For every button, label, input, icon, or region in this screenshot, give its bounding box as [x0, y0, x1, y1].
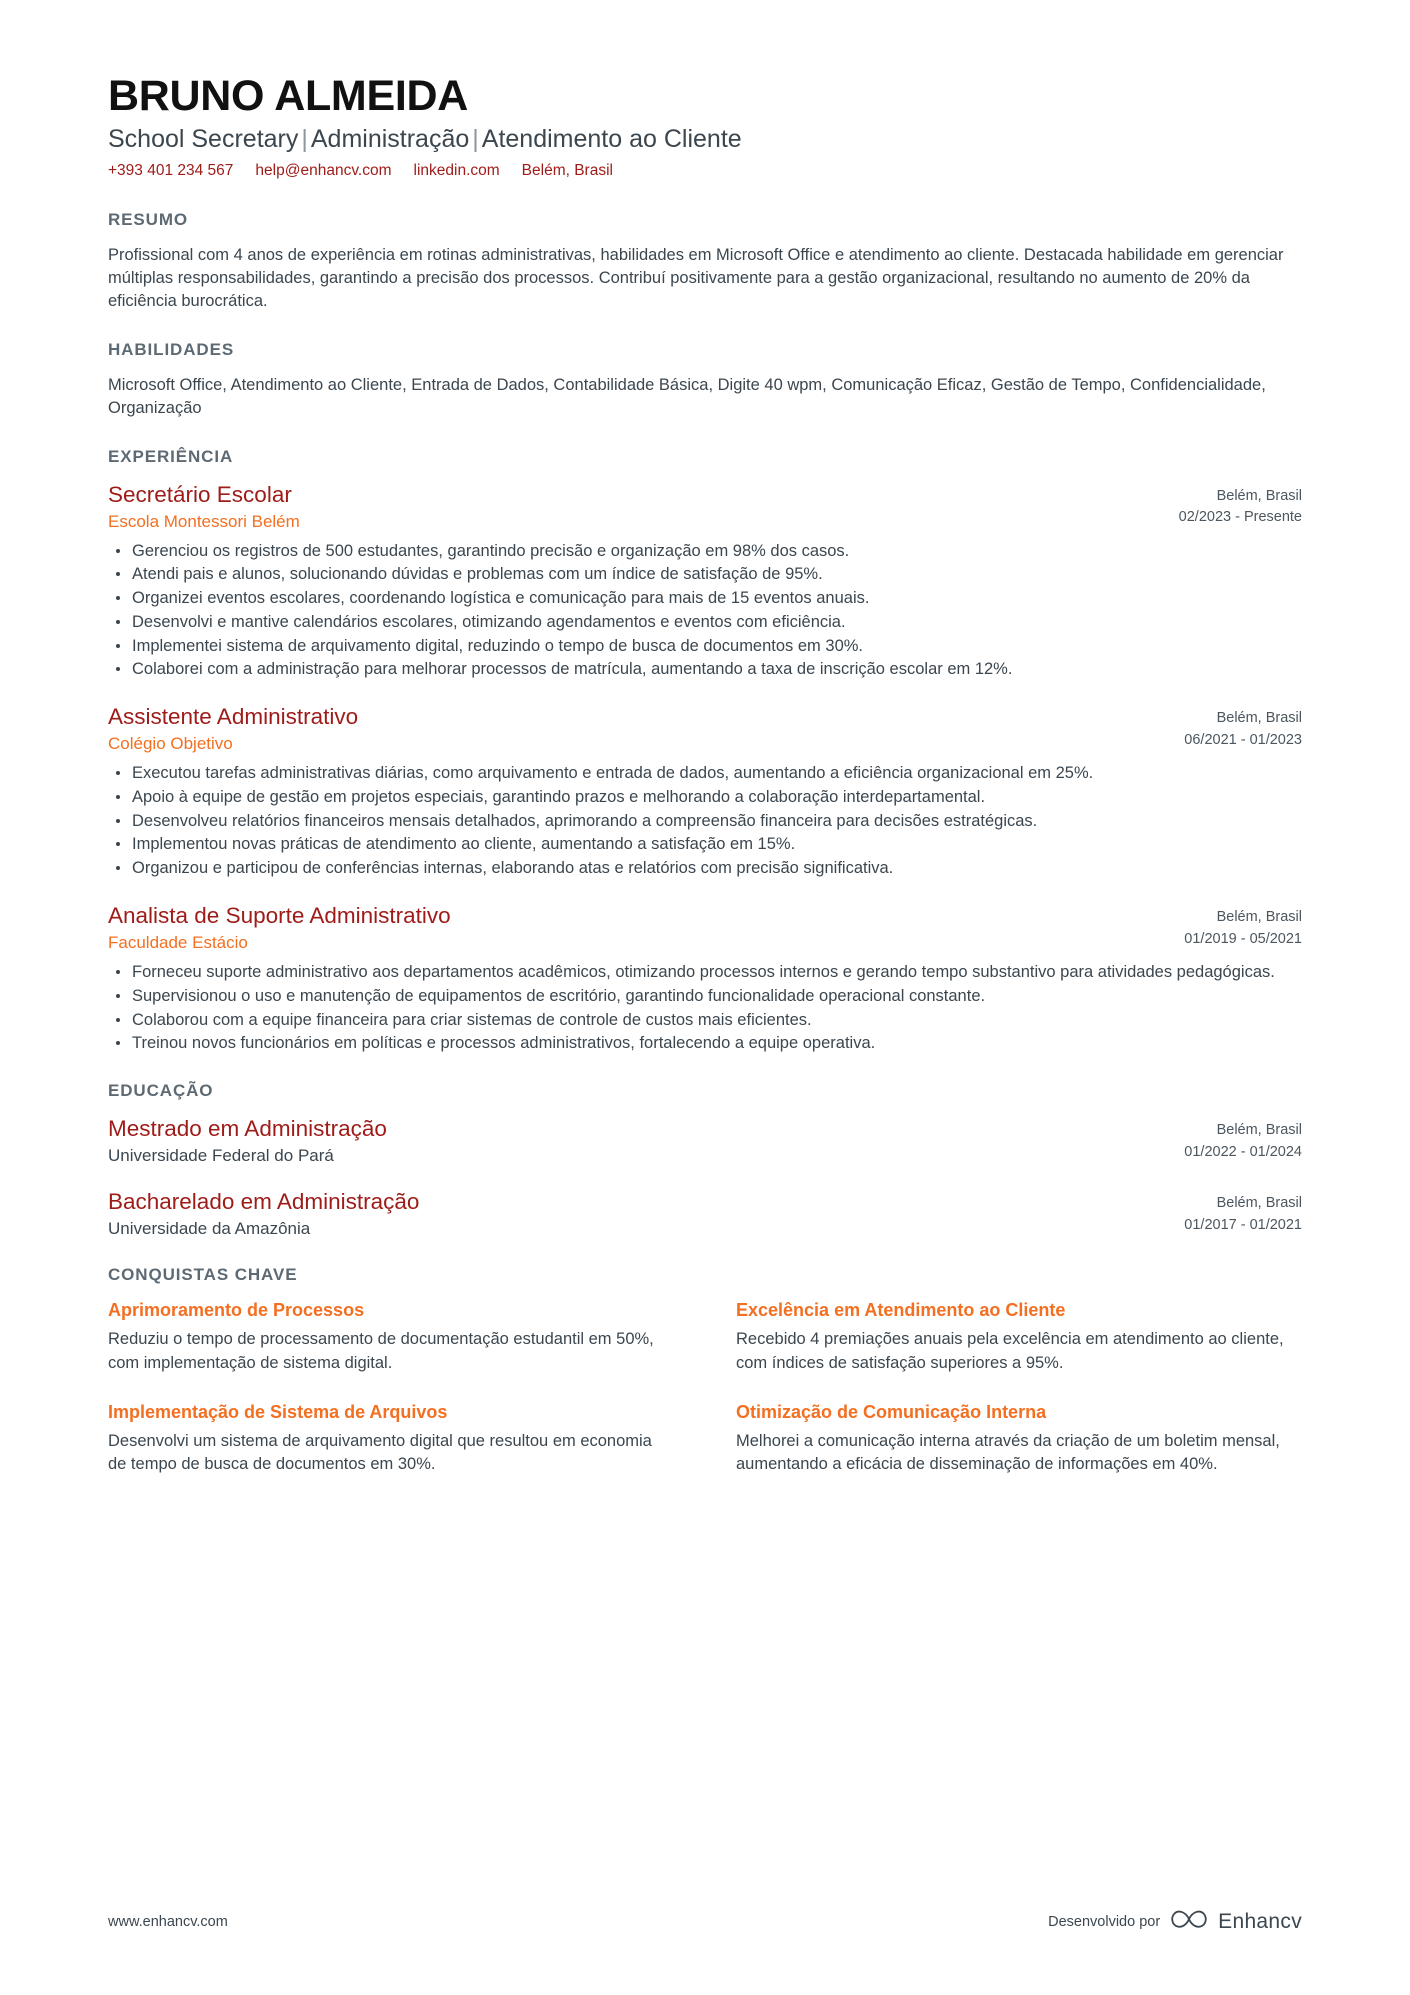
education-dates: 01/2017 - 01/2021 [1184, 1216, 1302, 1233]
education-entry-main [108, 1115, 1160, 1166]
achievement-item [736, 1299, 1302, 1375]
page-footer [108, 1908, 1302, 1935]
footer-brand-name: Enhancv [1218, 1909, 1302, 1933]
headline-separator: | [301, 125, 308, 154]
job-title: Assistente Administrativo [108, 704, 359, 730]
experience-entry-main [108, 703, 1160, 754]
job-bullet: Desenvolvi e mantive calendários escolares, otimizando agendamentos e eventos com eficiência. [108, 611, 1302, 634]
headline-part: Administração [310, 125, 470, 154]
job-bullet: Supervisionou o uso e manutenção de equipamentos de escritório, garantindo funcionalidade operacional constante. [108, 985, 1302, 1008]
institution-name: Universidade da Amazônia [108, 1218, 311, 1238]
job-dates: 02/2023 - Presente [1178, 509, 1302, 526]
job-location: Belém, Brasil [1216, 710, 1302, 727]
candidate-headline [108, 124, 1302, 155]
experience-entry-main [108, 902, 1160, 953]
headline-part: School Secretary [108, 125, 299, 154]
achievement-description: Reduziu o tempo de processamento de documentação estudantil em 50%, com implementação de sistema digital. [108, 1330, 654, 1372]
job-dates: 06/2021 - 01/2023 [1184, 731, 1302, 748]
experience-entry-meta [1184, 703, 1302, 752]
section-skills [108, 340, 1302, 421]
section-experience [108, 447, 1302, 1055]
job-bullet: Treinou novos funcionários em políticas e processos administrativos, fortalecendo a equipe operativa. [108, 1032, 1302, 1055]
section-title-achievements: CONQUISTAS CHAVE [108, 1264, 298, 1284]
enhancv-logo-icon [1169, 1908, 1209, 1935]
experience-entry-meta [1184, 902, 1302, 951]
job-bullet: Desenvolveu relatórios financeiros mensais detalhados, aprimorando a compreensão financeira para decisões estratégicas. [108, 810, 1302, 833]
contact-location[interactable]: Belém, Brasil [521, 162, 613, 180]
achievement-title: Implementação de Sistema de Arquivos [108, 1401, 448, 1422]
experience-entry-header [108, 902, 1302, 953]
job-bullet: Forneceu suporte administrativo aos departamentos acadêmicos, otimizando processos internos e gerando tempo substantivo para atividades pedagógicas. [108, 961, 1302, 984]
achievement-title: Excelência em Atendimento ao Cliente [736, 1299, 1066, 1320]
job-bullet: Colaborou com a equipe financeira para criar sistemas de controle de custos mais eficientes. [108, 1009, 1302, 1032]
resume-header [108, 72, 1302, 182]
contact-row [108, 161, 1302, 181]
section-title-summary: RESUMO [108, 209, 189, 229]
education-entry [108, 1188, 1302, 1239]
achievements-grid [108, 1299, 1302, 1476]
job-bullet: Atendi pais e alunos, solucionando dúvidas e problemas com um índice de satisfação de 95%. [108, 563, 1302, 586]
job-dates: 01/2019 - 05/2021 [1184, 930, 1302, 947]
education-entry-header [108, 1188, 1302, 1239]
section-education [108, 1081, 1302, 1239]
achievement-item [736, 1401, 1302, 1477]
education-location: Belém, Brasil [1216, 1122, 1302, 1139]
education-entry [108, 1115, 1302, 1166]
candidate-name: BRUNO ALMEIDA [108, 72, 468, 120]
achievement-description: Recebido 4 premiações anuais pela excelência em atendimento ao cliente, com índices de satisfação superiores a 95%. [736, 1330, 1284, 1372]
skills-text: Microsoft Office, Atendimento ao Cliente, Entrada de Dados, Contabilidade Básica, Digite 40 wpm, Comunicação Eficaz, Gestão de Tempo, Confidencialidade, Organização [108, 375, 1266, 418]
job-bullet-list [108, 961, 1302, 1055]
institution-name: Universidade Federal do Pará [108, 1145, 334, 1165]
experience-entry-meta [1179, 481, 1302, 530]
section-achievements [108, 1265, 1302, 1476]
experience-entry-header [108, 703, 1302, 754]
degree-title: Bacharelado em Administração [108, 1189, 420, 1215]
achievement-title: Otimização de Comunicação Interna [736, 1401, 1047, 1422]
job-bullet: Colaborei com a administração para melhorar processos de matrícula, aumentando a taxa de inscrição escolar em 12%. [108, 658, 1302, 681]
contact-email[interactable]: help@enhancv.com [255, 162, 392, 180]
job-bullet: Executou tarefas administrativas diárias, como arquivamento e entrada de dados, aumentando a eficiência organizacional em 25%. [108, 762, 1302, 785]
education-dates: 01/2022 - 01/2024 [1184, 1143, 1302, 1160]
job-title: Analista de Suporte Administrativo [108, 903, 451, 929]
experience-entry [108, 902, 1302, 1055]
experience-entry [108, 481, 1302, 682]
education-list [108, 1115, 1302, 1239]
footer-brand [1048, 1908, 1302, 1935]
employer-name: Escola Montessori Belém [108, 511, 300, 531]
job-bullet-list [108, 762, 1302, 880]
section-title-education: EDUCAÇÃO [108, 1081, 214, 1101]
achievement-title: Aprimoramento de Processos [108, 1299, 365, 1320]
footer-website-url[interactable]: www.enhancv.com [108, 1913, 228, 1930]
achievement-description: Melhorei a comunicação interna através da criação de um boletim mensal, aumentando a eficácia de disseminação de informações em 40%. [736, 1432, 1280, 1474]
education-entry-header [108, 1115, 1302, 1166]
job-location: Belém, Brasil [1216, 487, 1302, 504]
job-title: Secretário Escolar [108, 481, 292, 507]
education-entry-main [108, 1188, 1160, 1239]
footer-credit-label: Desenvolvido por [1048, 1913, 1161, 1930]
achievement-item [108, 1299, 674, 1375]
job-bullet: Implementou novas práticas de atendimento ao cliente, aumentando a satisfação em 15%. [108, 833, 1302, 856]
experience-entry [108, 703, 1302, 880]
contact-linkedin[interactable]: linkedin.com [413, 162, 500, 180]
experience-entry-header [108, 481, 1302, 532]
section-title-experience: EXPERIÊNCIA [108, 446, 234, 466]
summary-text: Profissional com 4 anos de experiência em rotinas administrativas, habilidades em Microsoft Office e atendimento ao cliente. Destacada habilidade em gerenciar múltiplas responsabilidades, garantindo a precisão dos processos. Contribuí positivamente para a gestão organizacional, resultando no aumento de 20% da eficiência burocrática. [108, 245, 1284, 311]
job-bullet: Apoio à equipe de gestão em projetos especiais, garantindo prazos e melhorando a colaboração interdepartamental. [108, 786, 1302, 809]
section-summary [108, 210, 1302, 314]
headline-separator: | [472, 125, 479, 154]
job-bullet: Organizou e participou de conferências internas, elaborando atas e relatórios com precisão significativa. [108, 857, 1302, 880]
achievement-item [108, 1401, 674, 1477]
experience-entry-main [108, 481, 1155, 532]
section-title-skills: HABILIDADES [108, 339, 235, 359]
employer-name: Colégio Objetivo [108, 734, 233, 754]
achievement-description: Desenvolvi um sistema de arquivamento digital que resultou em economia de tempo de busca de documentos em 30%. [108, 1432, 652, 1474]
education-entry-meta [1184, 1115, 1302, 1164]
headline-part: Atendimento ao Cliente [481, 125, 742, 154]
job-bullet: Implementei sistema de arquivamento digital, reduzindo o tempo de busca de documentos em 30%. [108, 635, 1302, 658]
education-location: Belém, Brasil [1216, 1195, 1302, 1212]
job-bullet: Organizei eventos escolares, coordenando logística e comunicação para mais de 15 eventos anuais. [108, 587, 1302, 610]
job-bullet: Gerenciou os registros de 500 estudantes, garantindo precisão e organização em 98% dos casos. [108, 540, 1302, 563]
job-bullet-list [108, 540, 1302, 682]
contact-phone[interactable]: +393 401 234 567 [108, 162, 234, 180]
experience-list [108, 481, 1302, 1055]
education-entry-meta [1184, 1188, 1302, 1237]
employer-name: Faculdade Estácio [108, 932, 248, 952]
degree-title: Mestrado em Administração [108, 1116, 387, 1142]
job-location: Belém, Brasil [1216, 909, 1302, 926]
